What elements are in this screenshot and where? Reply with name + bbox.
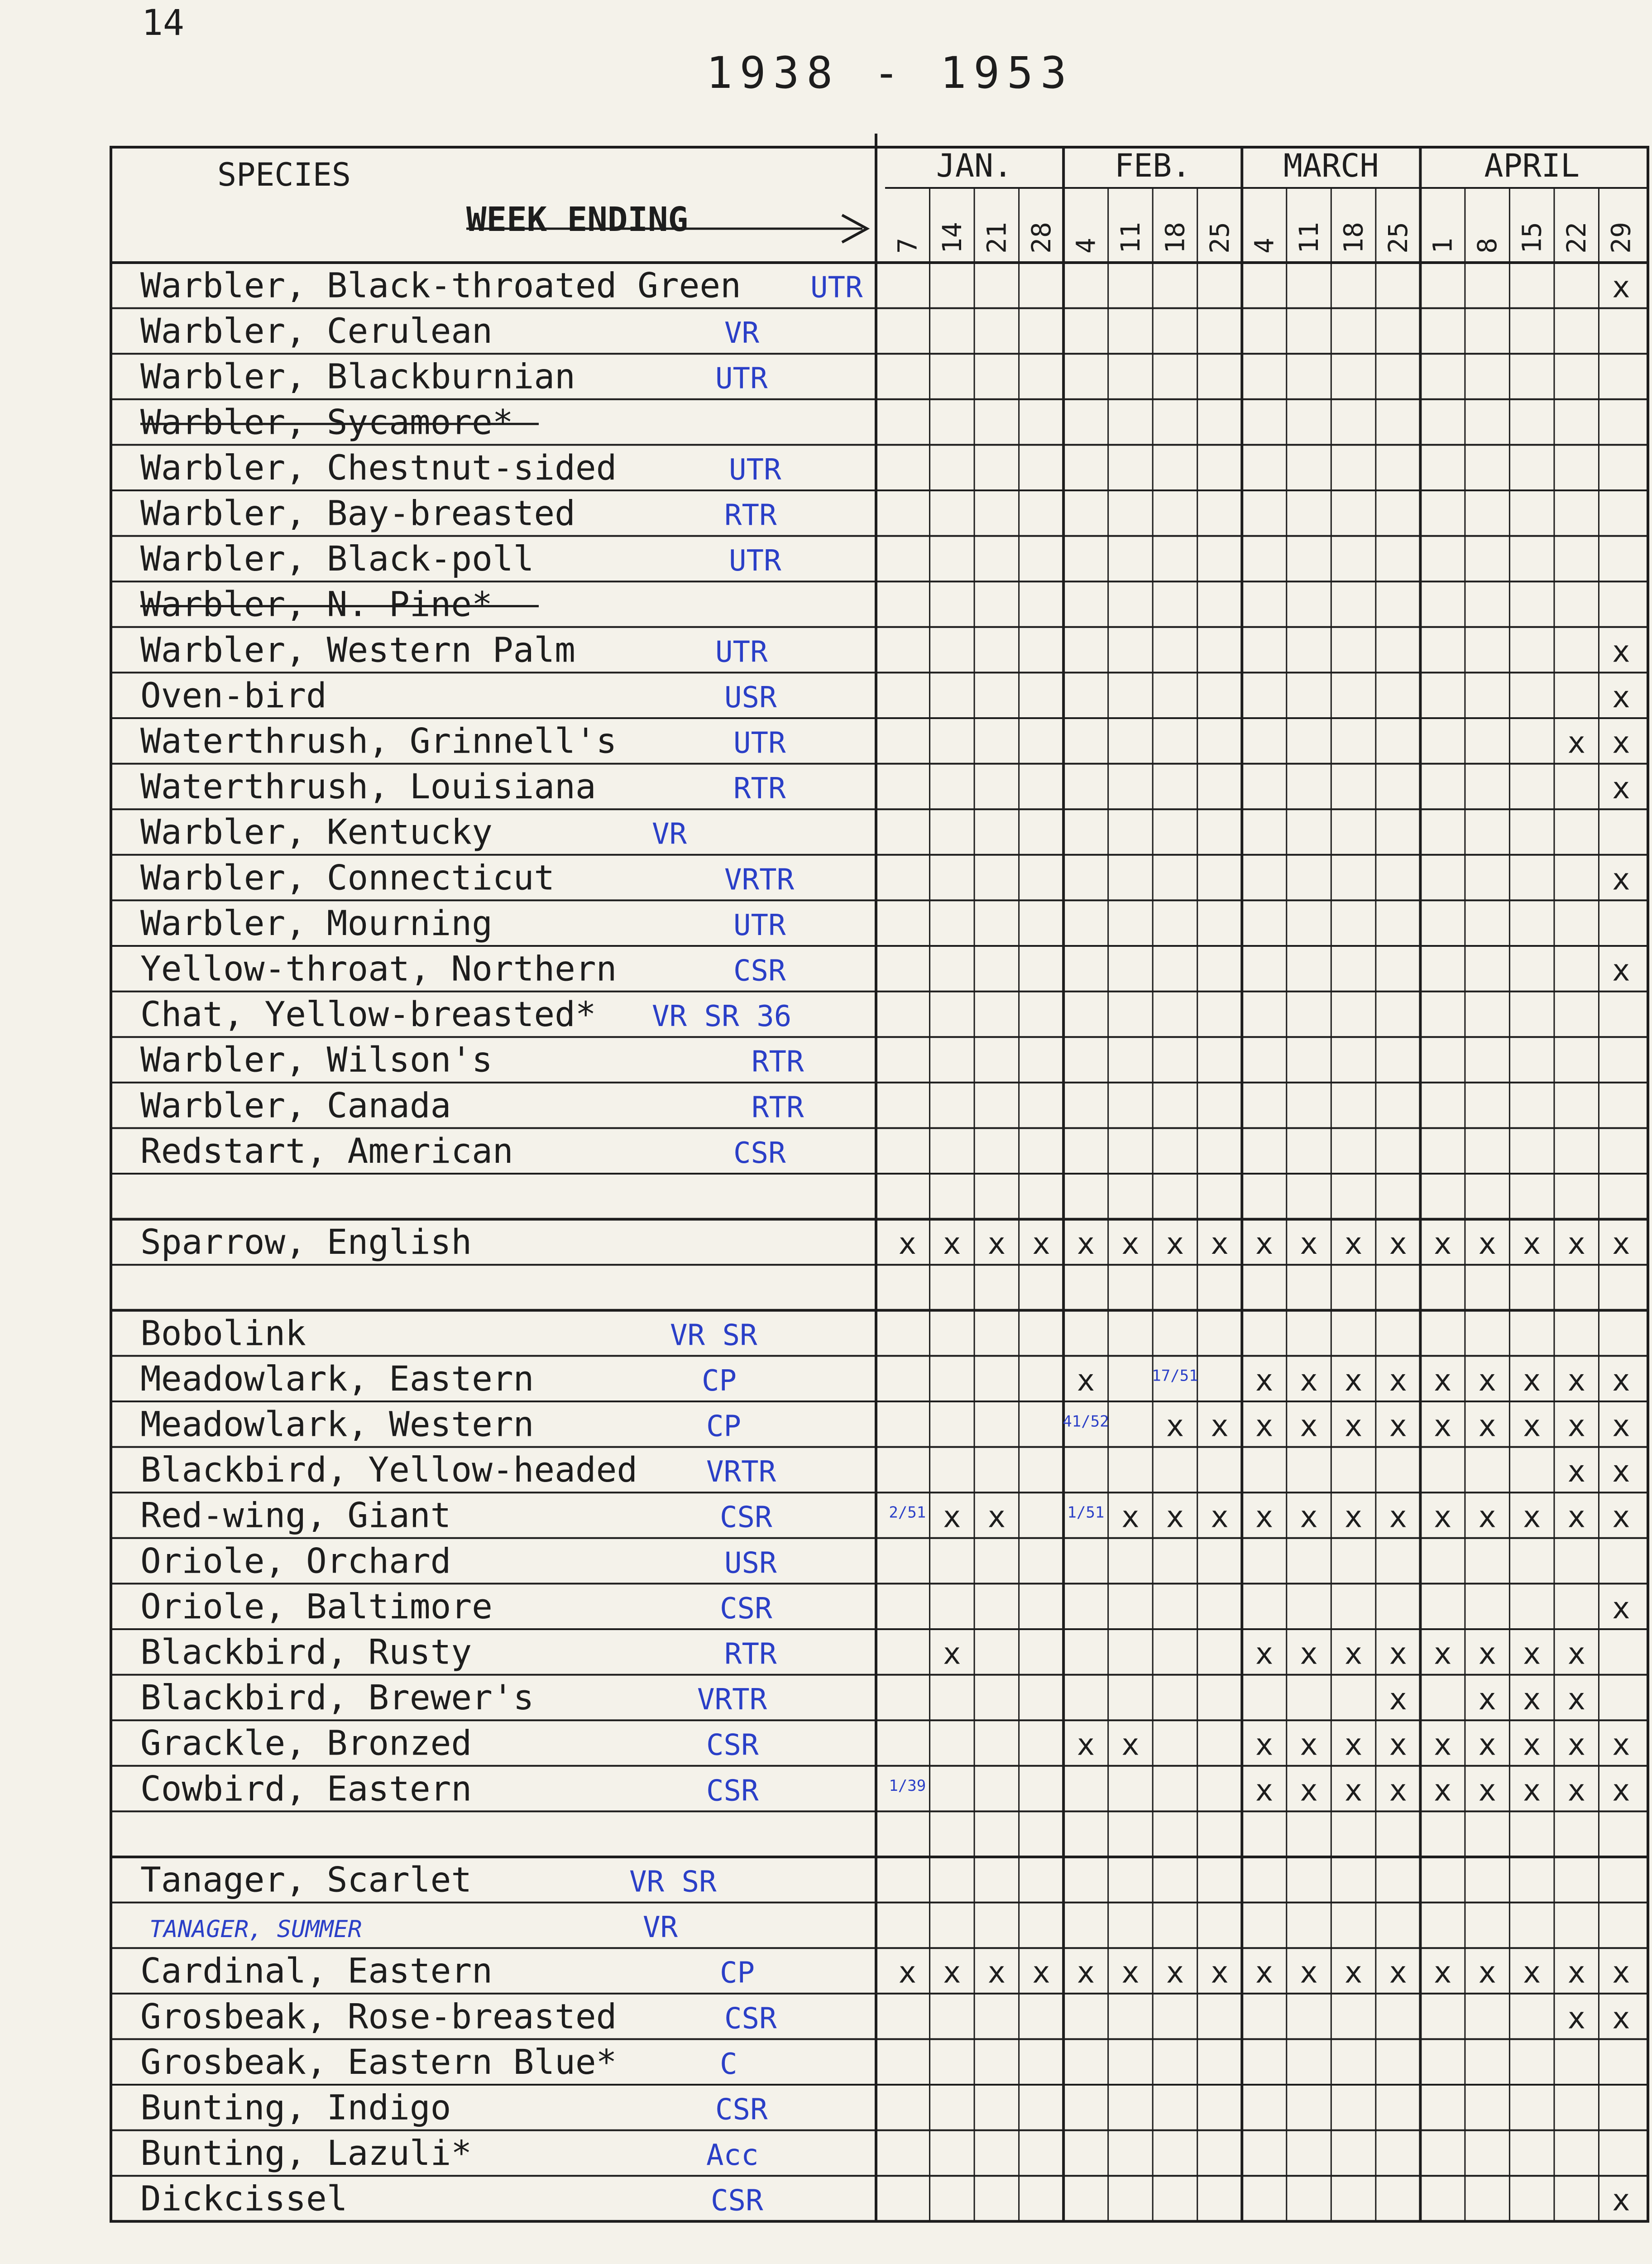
status-code: UTR <box>733 908 786 942</box>
sighting-mark: x <box>1433 1773 1452 1808</box>
status-code: CP <box>720 1956 755 1990</box>
species-name: Dickcissel <box>140 2178 348 2219</box>
sighting-mark: x <box>1344 1499 1363 1535</box>
week-label: 8 <box>1472 238 1503 254</box>
sighting-mark: x <box>1344 1955 1363 1990</box>
sighting-mark: x <box>1433 1955 1452 1990</box>
species-name: Warbler, Canada <box>140 1085 451 1126</box>
years-heading: 1938 - 1953 <box>706 48 1074 98</box>
sighting-mark: x <box>1433 1727 1452 1762</box>
status-code: UTR <box>715 362 768 396</box>
status-code: CSR <box>706 1728 759 1762</box>
sighting-mark: x <box>1523 1226 1541 1262</box>
sighting-mark: x <box>1300 1636 1318 1671</box>
sighting-mark: x <box>1612 771 1630 806</box>
status-code: VRTR <box>706 1455 776 1489</box>
sighting-mark: x <box>1344 1226 1363 1262</box>
sighting-mark: x <box>1255 1226 1274 1262</box>
week-label: 4 <box>1249 238 1280 254</box>
week-label: 11 <box>1293 222 1325 254</box>
sighting-mark: x <box>1567 1362 1586 1398</box>
sighting-mark: x <box>1567 725 1586 760</box>
sighting-mark: x <box>1166 1226 1184 1262</box>
sighting-mark: x <box>1612 862 1630 897</box>
species-name: Warbler, Blackburnian <box>140 356 575 397</box>
species-name: Oriole, Orchard <box>140 1540 451 1581</box>
species-header: SPECIES <box>217 156 351 193</box>
sighting-mark: x <box>1389 1773 1407 1808</box>
sighting-mark: x <box>1166 1499 1184 1535</box>
sighting-mark: x <box>1523 1682 1541 1717</box>
species-name: Warbler, Black-throated Green <box>140 265 741 306</box>
month-label-0: JAN. <box>936 147 1013 184</box>
sighting-mark: x <box>1612 1773 1630 1808</box>
week-label: 25 <box>1204 222 1235 254</box>
sighting-mark: x <box>1612 1454 1630 1489</box>
sighting-mark: x <box>1255 1499 1274 1535</box>
species-name: Meadowlark, Western <box>140 1404 534 1444</box>
species-name: Warbler, Chestnut-sided <box>140 447 617 488</box>
sighting-mark: x <box>943 1636 961 1671</box>
species-name: Warbler, Sycamore* <box>140 402 513 442</box>
status-code: CSR <box>720 1592 772 1626</box>
sighting-mark: x <box>1389 1226 1407 1262</box>
species-name: Bunting, Lazuli* <box>140 2133 472 2173</box>
species-name: Warbler, Mourning <box>140 902 493 943</box>
sighting-mark: x <box>1255 1727 1274 1762</box>
sighting-mark: x <box>1255 1362 1274 1398</box>
sighting-mark: x <box>1077 1362 1095 1398</box>
species-name: Waterthrush, Louisiana <box>140 766 596 807</box>
status-code: UTR <box>715 635 768 669</box>
status-code: RTR <box>724 1637 777 1671</box>
week-label: 25 <box>1383 222 1414 254</box>
status-code: CP <box>706 1410 742 1444</box>
species-name: Grackle, Bronzed <box>140 1722 472 1763</box>
species-name: Warbler, Cerulean <box>140 311 493 351</box>
status-code: UTR <box>729 453 781 487</box>
sighting-mark: x <box>1211 1499 1229 1535</box>
sighting-mark: x <box>1433 1226 1452 1262</box>
status-code: CSR <box>711 2184 763 2218</box>
dated-note: 2/51 <box>889 1503 926 1522</box>
week-label: 14 <box>936 222 967 254</box>
week-label: 29 <box>1605 222 1637 254</box>
status-code: CSR <box>733 1136 786 1170</box>
status-code: UTR <box>733 726 786 760</box>
week-label: 15 <box>1516 222 1547 254</box>
sighting-mark: x <box>1612 634 1630 669</box>
sighting-mark: x <box>987 1499 1006 1535</box>
sighting-mark: x <box>1300 1955 1318 1990</box>
sighting-mark: x <box>1567 1682 1586 1717</box>
status-code: USR <box>724 681 777 715</box>
sighting-mark: x <box>1478 1955 1497 1990</box>
sighting-mark: x <box>1567 1773 1586 1808</box>
species-name: Blackbird, Yellow-headed <box>140 1449 638 1490</box>
species-name: Oriole, Baltimore <box>140 1586 493 1626</box>
sighting-mark: x <box>1300 1362 1318 1398</box>
sighting-mark: x <box>1612 1408 1630 1444</box>
sighting-mark: x <box>1612 953 1630 988</box>
species-name: Warbler, Connecticut <box>140 857 555 898</box>
status-code: VR SR 36 <box>652 1000 792 1034</box>
status-code: CSR <box>733 954 786 988</box>
month-label-1: FEB. <box>1114 147 1191 184</box>
sighting-mark: x <box>1032 1226 1050 1262</box>
sighting-mark: x <box>1478 1636 1497 1671</box>
status-code: VR <box>652 817 687 851</box>
sighting-mark: x <box>1344 1362 1363 1398</box>
dated-note: 17/51 <box>1152 1367 1198 1385</box>
species-name: Grosbeak, Rose-breasted <box>140 1996 617 2037</box>
sighting-mark: x <box>1523 1773 1541 1808</box>
sighting-mark: x <box>1567 1408 1586 1444</box>
species-name: Tanager, Scarlet <box>140 1859 472 1900</box>
sighting-mark: x <box>1389 1499 1407 1535</box>
status-code: C <box>720 2047 737 2081</box>
sighting-mark: x <box>1344 1773 1363 1808</box>
species-name: Warbler, Western Palm <box>140 629 575 670</box>
sighting-mark: x <box>1255 1773 1274 1808</box>
sighting-mark: x <box>1077 1727 1095 1762</box>
sighting-mark: x <box>1612 1955 1630 1990</box>
sighting-mark: x <box>943 1226 961 1262</box>
sighting-mark: x <box>1478 1408 1497 1444</box>
sighting-mark: x <box>987 1955 1006 1990</box>
sighting-mark: x <box>1567 1727 1586 1762</box>
status-code: VRTR <box>697 1683 767 1717</box>
sighting-mark: x <box>1032 1955 1050 1990</box>
sighting-mark: x <box>1255 1636 1274 1671</box>
sighting-mark: x <box>1344 1408 1363 1444</box>
dated-note: 1/51 <box>1067 1503 1105 1522</box>
sighting-mark: x <box>1121 1226 1140 1262</box>
status-code: VR SR <box>629 1865 717 1899</box>
sighting-mark: x <box>1612 1499 1630 1535</box>
species-name: Redstart, American <box>140 1130 513 1171</box>
week-label: 4 <box>1070 238 1101 254</box>
sighting-mark: x <box>1567 1955 1586 1990</box>
sighting-mark: x <box>1433 1499 1452 1535</box>
sighting-mark: x <box>1077 1226 1095 1262</box>
sighting-mark: x <box>1612 679 1630 715</box>
sighting-mark: x <box>987 1226 1006 1262</box>
sighting-mark: x <box>1612 725 1630 760</box>
species-name: Meadowlark, Eastern <box>140 1358 534 1399</box>
species-name: Chat, Yellow-breasted* <box>140 994 596 1035</box>
status-code: VR <box>643 1911 678 1945</box>
week-label: 11 <box>1115 222 1146 254</box>
sighting-mark: x <box>1433 1362 1452 1398</box>
status-code: UTR <box>810 271 863 305</box>
sighting-mark: x <box>1255 1408 1274 1444</box>
sighting-mark: x <box>1478 1362 1497 1398</box>
species-name: Bunting, Indigo <box>140 2087 451 2128</box>
status-code: RTR <box>733 772 786 806</box>
week-label: 21 <box>981 222 1012 254</box>
species-name: Warbler, Kentucky <box>140 811 493 852</box>
status-code: CP <box>702 1364 737 1398</box>
sighting-mark: x <box>1389 1636 1407 1671</box>
status-code: USR <box>724 1546 777 1580</box>
species-name: Warbler, Bay-breasted <box>140 493 575 533</box>
sighting-mark: x <box>1344 1727 1363 1762</box>
month-label-2: MARCH <box>1283 147 1379 184</box>
sighting-mark: x <box>1344 1636 1363 1671</box>
sighting-mark: x <box>1478 1226 1497 1262</box>
species-name: Warbler, Black-poll <box>140 538 534 579</box>
sighting-mark: x <box>1433 1636 1452 1671</box>
species-name: Yellow-throat, Northern <box>140 948 617 989</box>
sighting-mark: x <box>1255 1955 1274 1990</box>
week-label: 18 <box>1338 222 1369 254</box>
sighting-mark: x <box>1389 1727 1407 1762</box>
sighting-mark: x <box>1121 1955 1140 1990</box>
month-label-3: APRIL <box>1484 147 1580 184</box>
sighting-mark: x <box>1211 1408 1229 1444</box>
sighting-mark: x <box>1523 1727 1541 1762</box>
sighting-mark: x <box>943 1499 961 1535</box>
sighting-mark: x <box>1389 1682 1407 1717</box>
sighting-mark: x <box>1389 1362 1407 1398</box>
sighting-mark: x <box>1612 269 1630 305</box>
species-name: Cardinal, Eastern <box>140 1950 493 1991</box>
sighting-mark: x <box>1478 1682 1497 1717</box>
sighting-mark: x <box>1567 1226 1586 1262</box>
sighting-mark: x <box>1612 1727 1630 1762</box>
sighting-mark: x <box>1300 1226 1318 1262</box>
sighting-mark: x <box>1389 1955 1407 1990</box>
sighting-mark: x <box>1523 1499 1541 1535</box>
sighting-mark: x <box>1166 1955 1184 1990</box>
sighting-mark: x <box>943 1955 961 1990</box>
sighting-mark: x <box>1478 1727 1497 1762</box>
week-label: 1 <box>1427 238 1458 254</box>
species-name: Warbler, N. Pine* <box>140 584 493 624</box>
species-name: Blackbird, Rusty <box>140 1631 472 1672</box>
sighting-mark: x <box>1567 1454 1586 1489</box>
status-code: CSR <box>715 2093 768 2127</box>
dated-note: 1/39 <box>889 1777 926 1795</box>
species-name: Red-wing, Giant <box>140 1495 451 1535</box>
sighting-mark: x <box>1523 1408 1541 1444</box>
sighting-mark: x <box>1433 1408 1452 1444</box>
sighting-mark: x <box>1523 1362 1541 1398</box>
sighting-mark: x <box>1166 1408 1184 1444</box>
week-label: 18 <box>1159 222 1191 254</box>
sighting-mark: x <box>1478 1499 1497 1535</box>
sighting-mark: x <box>1567 2000 1586 2036</box>
species-name: TANAGER, SUMMER <box>149 1916 362 1943</box>
species-name: Grosbeak, Eastern Blue* <box>140 2041 617 2082</box>
sighting-mark: x <box>1121 1499 1140 1535</box>
status-code: VRTR <box>724 863 795 897</box>
sighting-mark: x <box>1612 2182 1630 2218</box>
sighting-mark: x <box>1612 2000 1630 2036</box>
species-name: Warbler, Wilson's <box>140 1039 493 1080</box>
sighting-mark: x <box>1211 1955 1229 1990</box>
sighting-mark: x <box>1567 1636 1586 1671</box>
sighting-mark: x <box>898 1226 917 1262</box>
status-code: RTR <box>752 1091 804 1125</box>
week-label: 7 <box>892 238 923 254</box>
sighting-mark: x <box>1121 1727 1140 1762</box>
status-code: CSR <box>724 2002 777 2036</box>
species-name: Bobolink <box>140 1313 306 1353</box>
sighting-mark: x <box>1300 1727 1318 1762</box>
week-label: 22 <box>1561 222 1592 254</box>
sighting-mark: x <box>1389 1408 1407 1444</box>
sighting-mark: x <box>1612 1362 1630 1398</box>
species-name: Sparrow, English <box>140 1222 472 1262</box>
sighting-mark: x <box>1300 1773 1318 1808</box>
species-name: Cowbird, Eastern <box>140 1768 472 1809</box>
status-code: RTR <box>724 499 777 532</box>
status-code: VR SR <box>670 1319 757 1353</box>
page-number: 14 <box>142 3 184 43</box>
species-name: Oven-bird <box>140 675 327 715</box>
sighting-mark: x <box>1567 1499 1586 1535</box>
status-code: CSR <box>720 1501 772 1535</box>
sighting-mark: x <box>1523 1955 1541 1990</box>
week-label: 28 <box>1025 222 1057 254</box>
status-code: CSR <box>706 1774 759 1808</box>
sighting-mark: x <box>1612 1590 1630 1626</box>
species-name: Waterthrush, Grinnell's <box>140 720 617 761</box>
sighting-mark: x <box>1211 1226 1229 1262</box>
sighting-mark: x <box>1478 1773 1497 1808</box>
sighting-mark: x <box>898 1955 917 1990</box>
week-ending-header: WEEK ENDING <box>466 200 689 239</box>
species-name: Blackbird, Brewer's <box>140 1677 534 1718</box>
status-code: RTR <box>752 1045 804 1079</box>
sighting-mark: x <box>1300 1408 1318 1444</box>
sighting-mark: x <box>1523 1636 1541 1671</box>
dated-note: 41/52 <box>1063 1412 1109 1431</box>
sighting-mark: x <box>1077 1955 1095 1990</box>
status-code: Acc <box>706 2139 759 2173</box>
status-code: VR <box>724 317 760 350</box>
status-code: UTR <box>729 544 781 578</box>
sighting-mark: x <box>1300 1499 1318 1535</box>
sighting-mark: x <box>1612 1226 1630 1262</box>
